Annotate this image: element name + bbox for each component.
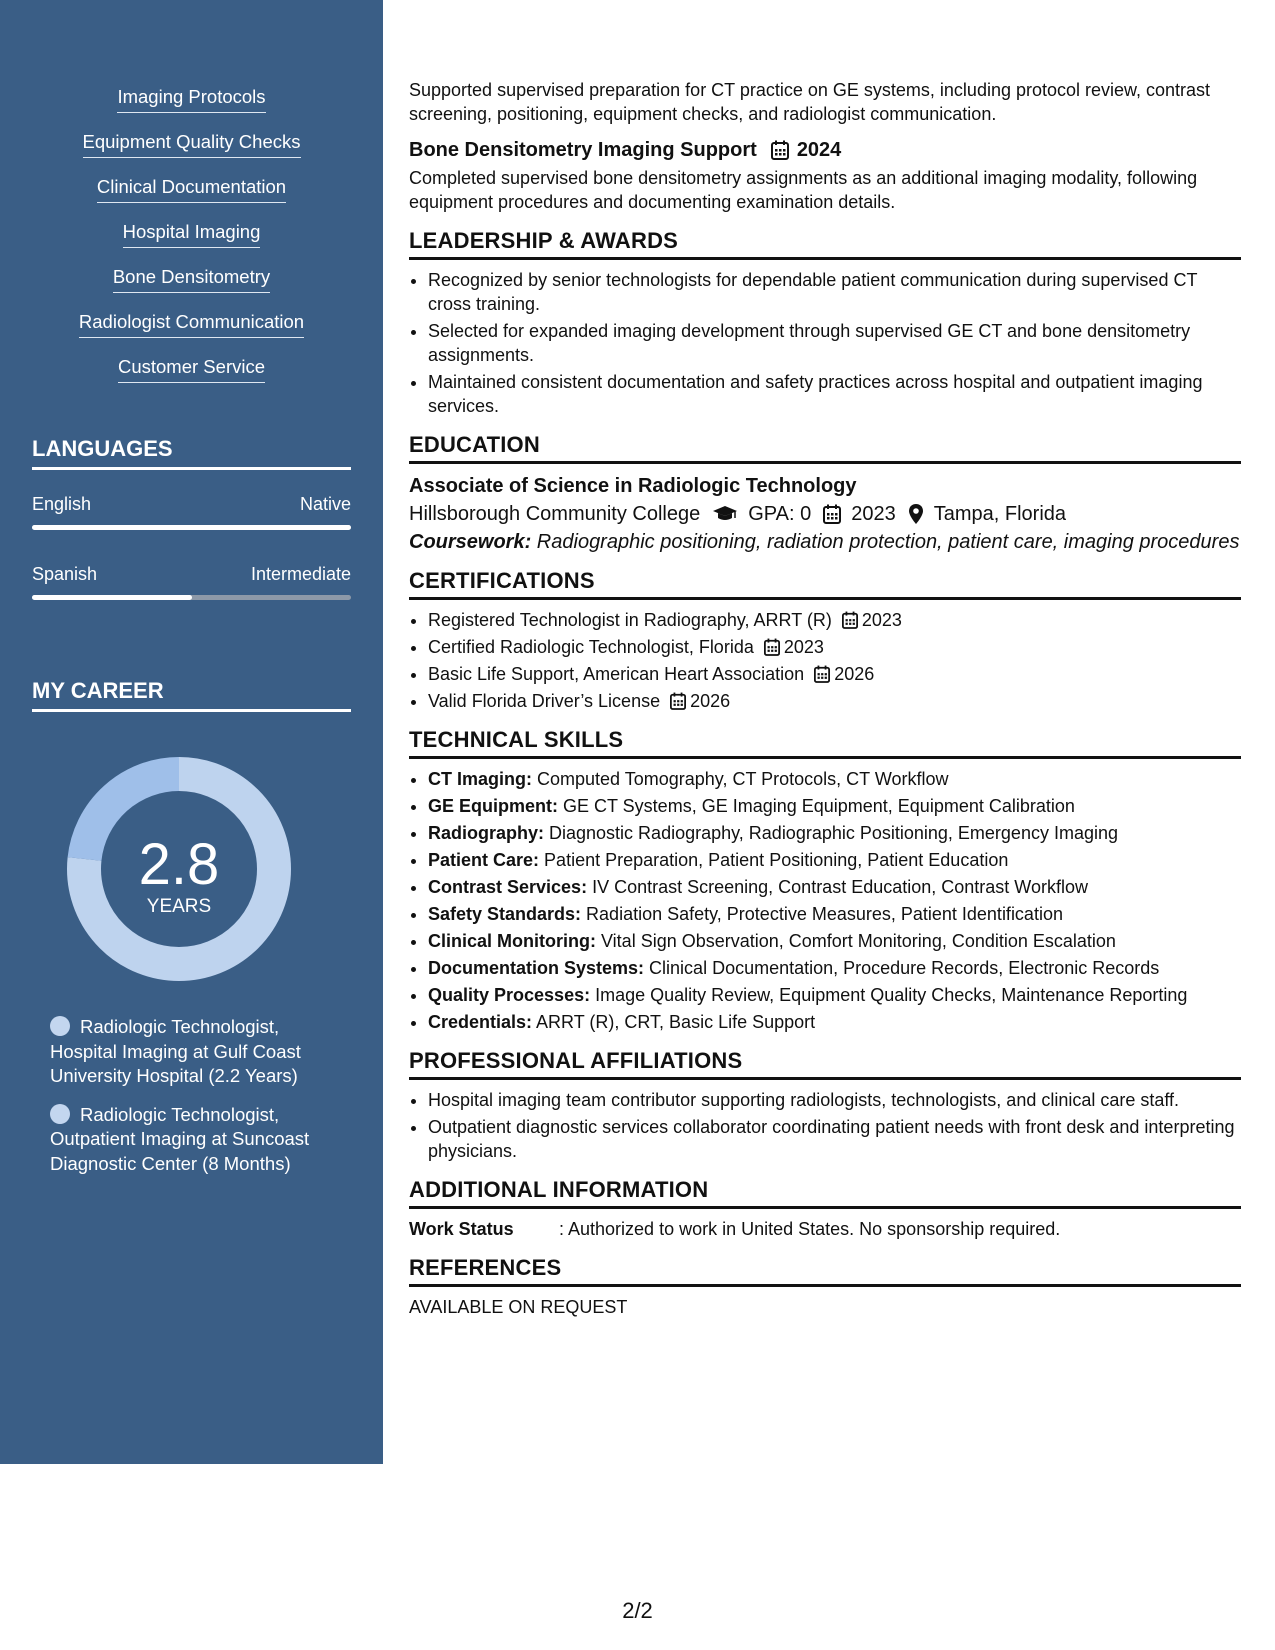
main-content: [409, 78, 1241, 1319]
languages-heading: LANGUAGES: [32, 436, 351, 470]
certification-year: 2026: [690, 691, 731, 711]
list-item: • Outpatient diagnostic services collaborator coordinating patient needs with front desk and interpreting physicians.: [428, 1115, 1241, 1163]
career-heading: MY CAREER: [32, 678, 351, 712]
leadership-list: [409, 268, 1241, 418]
certification-name: • Valid Florida Driver’s License: [428, 691, 661, 711]
work-status-label: Work Status: [409, 1219, 514, 1239]
skill-details: Radiation Safety, Protective Measures, Patient Identification: [581, 904, 1063, 924]
project-description: Completed supervised bone densitometry assignments as an additional imaging modality, following equipment procedures and documenting examination details.: [409, 168, 1198, 212]
leadership-heading: LEADERSHIP & AWARDS: [409, 229, 1241, 260]
language-name: English: [32, 494, 92, 514]
page-number: 2/2: [622, 1598, 653, 1623]
certification-item: [428, 689, 1241, 713]
gpa: GPA: 0: [748, 503, 812, 525]
location-pin-icon: [908, 503, 924, 525]
skill-item: Clinical Documentation: [97, 175, 286, 203]
skill-details: Clinical Documentation, Procedure Records, Electronic Records: [644, 958, 1160, 978]
project-title-row: [409, 138, 1241, 162]
technical-skill-item: [428, 983, 1241, 1007]
language-row: [32, 494, 351, 515]
technical-skill-item: [428, 902, 1241, 926]
calendar-icon: [771, 140, 789, 160]
language-name: Spanish: [32, 564, 98, 584]
skill-details: ARRT (R), CRT, Basic Life Support: [532, 1012, 816, 1032]
certification-name: • Registered Technologist in Radiography, ARRT (R): [428, 610, 832, 630]
calendar-icon: [814, 665, 830, 683]
career-donut-chart: [66, 756, 292, 982]
skill-item: Hospital Imaging: [123, 220, 261, 248]
skill-category: Patient Care:: [428, 850, 540, 870]
language-row: [32, 564, 351, 585]
career-total-unit: YEARS: [146, 896, 212, 917]
certification-year: 2026: [834, 664, 875, 684]
language-proficiency-fill: [32, 595, 192, 600]
calendar-icon: [842, 611, 858, 629]
skill-details: Computed Tomography, CT Protocols, CT Workflow: [532, 769, 949, 789]
skill-item: Radiologist Communication: [79, 310, 304, 338]
references-heading: REFERENCES: [409, 1256, 1241, 1287]
skill-category: Radiography:: [428, 823, 545, 843]
skill-category: Clinical Monitoring:: [428, 931, 596, 951]
certification-item: [428, 608, 1241, 632]
certification-year: 2023: [783, 637, 824, 657]
additional-info-heading: ADDITIONAL INFORMATION: [409, 1178, 1241, 1209]
language-proficiency-bar: [32, 525, 351, 530]
skill-item: Customer Service: [118, 355, 265, 383]
career-item-text: Radiologic Technologist, Hospital Imaging at Gulf Coast University Hospital (2.2 Years): [50, 1016, 301, 1086]
skill-category: Quality Processes:: [428, 985, 591, 1005]
certifications-heading: CERTIFICATIONS: [409, 569, 1241, 600]
certification-item: [428, 662, 1241, 686]
career-total-value: 2.8: [138, 832, 220, 897]
skill-item: Bone Densitometry: [113, 265, 270, 293]
list-item: • Recognized by senior technologists for dependable patient communication during supervised CT cross training.: [428, 268, 1241, 316]
work-status-value: : Authorized to work in United States. No sponsorship required.: [559, 1219, 1061, 1239]
calendar-icon: [764, 638, 780, 656]
certifications-list: [409, 608, 1241, 713]
technical-skill-item: [428, 956, 1241, 980]
technical-skill-item: [428, 821, 1241, 845]
certification-year: 2023: [861, 610, 902, 630]
list-item: • Maintained consistent documentation and safety practices across hospital and outpatient imaging services.: [428, 370, 1241, 418]
technical-skill-item: [428, 767, 1241, 791]
technical-skills-list: [409, 767, 1241, 1034]
skill-category: Contrast Services:: [428, 877, 588, 897]
career-dot-icon: [50, 1016, 70, 1036]
calendar-icon: [823, 504, 841, 524]
project-title: Bone Densitometry Imaging Support: [409, 139, 757, 161]
technical-skills-heading: TECHNICAL SKILLS: [409, 728, 1241, 759]
technical-skill-item: [428, 929, 1241, 953]
skill-list: [0, 85, 383, 400]
work-status-row: [409, 1217, 1241, 1241]
career-item: [50, 1015, 340, 1089]
coursework-text: Radiographic positioning, radiation protection, patient care, imaging procedures: [531, 531, 1240, 553]
skill-category: GE Equipment:: [428, 796, 558, 816]
skill-item: Equipment Quality Checks: [83, 130, 301, 158]
skill-category: Documentation Systems:: [428, 958, 645, 978]
project-intro-text: Supported supervised preparation for CT practice on GE systems, including protocol review, contrast screening, positioning, equipment checks, and radiologist communication.: [409, 80, 1211, 124]
language-proficiency-fill: [32, 525, 351, 530]
language-proficiency-bar: [32, 595, 351, 600]
skill-details: GE CT Systems, GE Imaging Equipment, Equipment Calibration: [558, 796, 1075, 816]
school-name: Hillsborough Community College: [409, 503, 701, 525]
project-year: 2024: [796, 139, 842, 161]
affiliations-list: [409, 1088, 1241, 1163]
coursework-label: Coursework:: [409, 531, 532, 553]
graduation-cap-icon: [712, 505, 738, 523]
language-level: Native: [299, 494, 351, 514]
certification-item: [428, 635, 1241, 659]
references-text: AVAILABLE ON REQUEST: [409, 1297, 628, 1317]
career-item: [50, 1103, 340, 1177]
skill-item: Imaging Protocols: [117, 85, 265, 113]
technical-skill-item: [428, 794, 1241, 818]
list-item: • Selected for expanded imaging development through supervised GE CT and bone densitometry assignments.: [428, 319, 1241, 367]
education-details: [409, 500, 1241, 528]
certification-name: • Certified Radiologic Technologist, Florida: [428, 637, 754, 657]
skill-details: IV Contrast Screening, Contrast Education, Contrast Workflow: [587, 877, 1088, 897]
technical-skill-item: [428, 875, 1241, 899]
education-heading: EDUCATION: [409, 433, 1241, 464]
skill-details: Vital Sign Observation, Comfort Monitoring, Condition Escalation: [596, 931, 1116, 951]
skill-category: Safety Standards:: [428, 904, 582, 924]
skill-category: CT Imaging:: [428, 769, 532, 789]
career-item-text: Radiologic Technologist, Outpatient Imaging at Suncoast Diagnostic Center (8 Months): [50, 1103, 310, 1174]
affiliations-heading: PROFESSIONAL AFFILIATIONS: [409, 1049, 1241, 1080]
degree-title: Associate of Science in Radiologic Technology: [409, 475, 857, 497]
sidebar: [0, 0, 383, 1464]
technical-skill-item: [428, 1010, 1241, 1034]
career-dot-icon: [50, 1104, 70, 1124]
certification-name: • Basic Life Support, American Heart Association: [428, 664, 805, 684]
school-location: Tampa, Florida: [933, 503, 1067, 525]
career-list: [50, 1015, 340, 1190]
calendar-icon: [670, 692, 686, 710]
skill-details: Diagnostic Radiography, Radiographic Positioning, Emergency Imaging: [544, 823, 1118, 843]
skill-details: Image Quality Review, Equipment Quality Checks, Maintenance Reporting: [590, 985, 1188, 1005]
language-level: Intermediate: [250, 564, 351, 584]
skill-category: Credentials:: [428, 1012, 533, 1032]
skill-details: Patient Preparation, Patient Positioning, Patient Education: [539, 850, 1009, 870]
technical-skill-item: [428, 848, 1241, 872]
graduation-year: 2023: [851, 503, 896, 525]
list-item: • Hospital imaging team contributor supporting radiologists, technologists, and clinical care staff.: [428, 1088, 1241, 1112]
coursework: [409, 530, 1241, 554]
